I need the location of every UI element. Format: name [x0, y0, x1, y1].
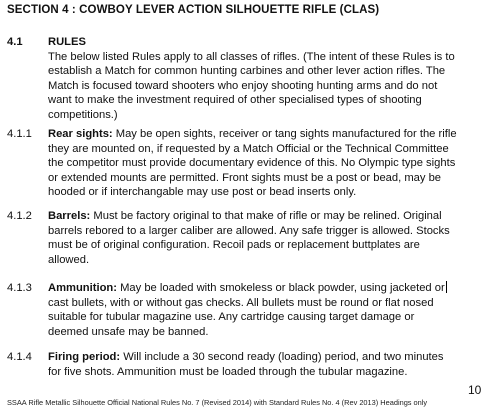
- rules-line: competitions.): [48, 108, 118, 121]
- barrels-text: Must be factory original to that make of rifle or may be relined. Original: [90, 210, 442, 222]
- firing-period-text: Will include a 30 second ready (loading) period, and two minutes: [120, 351, 444, 363]
- rules-line: establish a Match for common hunting carbines and other lever action rifles. The: [48, 65, 446, 78]
- rules-number: 4.1: [7, 36, 23, 48]
- rules-line: The below listed Rules apply to all classes of rifles. (The intent of these Rules is to: [48, 50, 455, 63]
- ammunition-text: May be loaded with smokeless or black powder, using jacketed or: [116, 282, 445, 294]
- rules-line: want to make the investment required of other specialised types of shooting: [48, 94, 422, 107]
- ammunition-paragraph: [48, 281, 484, 339]
- item-number: 4.1.1: [7, 128, 32, 140]
- firing-period-label: Firing period:: [48, 351, 121, 363]
- ammunition-line: cast bullets, with or without gas checks. All bullets must be round or flat nosed: [48, 296, 434, 309]
- firing-period-line: for five shots. Ammunition must be loaded through the tubular magazine.: [48, 365, 408, 378]
- item-number: 4.1.4: [7, 351, 32, 363]
- rear-sights-label: Rear sights:: [48, 128, 113, 140]
- barrels-line: barrels rebored to a larger caliber are allowed. Any safe trigger is allowed. Stocks: [48, 224, 450, 237]
- page-number: 10: [468, 383, 482, 397]
- rear-sights-line: the competitor must provide documentary evidence of this. No Olympic type sights: [48, 157, 456, 170]
- rules-heading: RULES: [48, 36, 86, 48]
- barrels-paragraph: [48, 209, 484, 267]
- item-number: 4.1.3: [7, 282, 32, 294]
- ammunition-line: suitable for tubular magazine use. Any cartridge causing target damage or: [48, 311, 415, 324]
- text-cursor: [446, 281, 447, 293]
- barrels-line: must be of original configuration. Recoil pads or replacement buttplates are: [48, 239, 420, 252]
- rear-sights-text: May be open sights, receiver or tang sights manufactured for the rifle: [112, 128, 457, 140]
- rear-sights-line: hooded or if interchangable may use post or bead inserts only.: [48, 186, 357, 199]
- footer-text: SSAA Rifle Metallic Silhouette Official National Rules No. 7 (Revised 2014) with Standard Rules No. 4 (Rev 2013) Headings only: [7, 398, 428, 407]
- rear-sights-line: or extended mounts are permitted. Front sights must be a post or bead, may be: [48, 171, 442, 184]
- rear-sights-line: they are mounted on, if requested by a Match Official or the Technical Committee: [48, 142, 449, 155]
- rules-line: Match is focused toward shooters who enjoy shooting hunting arms and do not: [48, 79, 438, 92]
- barrels-line: allowed.: [48, 253, 90, 266]
- barrels-label: Barrels:: [48, 210, 91, 222]
- ammunition-line: deemed unsafe may be banned.: [48, 325, 209, 338]
- rear-sights-paragraph: [48, 127, 484, 200]
- ammunition-label: Ammunition:: [48, 282, 117, 294]
- rules-paragraph: [48, 35, 484, 123]
- section-title: SECTION 4 : COWBOY LEVER ACTION SILHOUETTE RIFLE (CLAS): [7, 4, 380, 16]
- item-number: 4.1.2: [7, 210, 32, 222]
- firing-period-paragraph: [48, 350, 484, 379]
